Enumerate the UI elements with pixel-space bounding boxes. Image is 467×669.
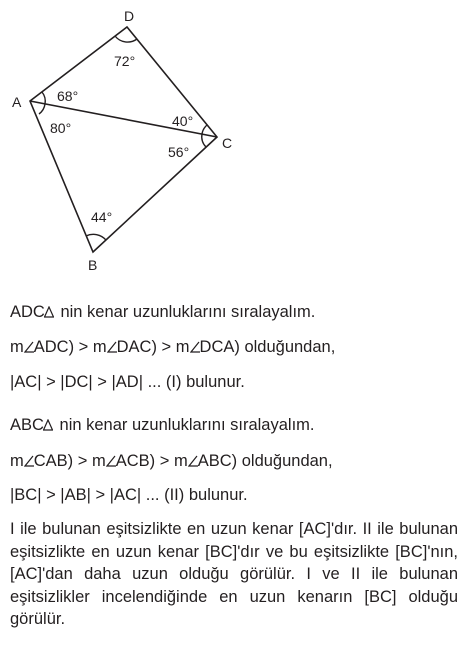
angle-label-a-bottom: 80° bbox=[50, 120, 72, 136]
angle-arc-c-bottom bbox=[202, 134, 206, 147]
line-4-rest: nin kenar uzunluklarını sıralayalım. bbox=[59, 416, 315, 434]
line-2-part-2: ADC) > m bbox=[33, 338, 107, 356]
solution-line-2 bbox=[10, 336, 335, 358]
triangle-name-abc: ABC bbox=[10, 416, 44, 434]
angle-arc-b bbox=[86, 234, 106, 240]
line-2-part-4: DCA) olduğundan, bbox=[199, 338, 336, 356]
angle-icon bbox=[24, 455, 34, 467]
line-5-part-4: ABC) olduğundan, bbox=[197, 452, 333, 470]
triangle-icon bbox=[44, 306, 54, 318]
angle-label-b: 44° bbox=[91, 209, 113, 225]
conclusion-paragraph: I ile bulunan eşitsizlikte en uzun kenar [AC]'dır. II ile bulunan eşitsizlikte en uzun kenar [BC]'dır ve bu eşitsizlikte [BC]'nın, [AC]'dan daha uzun olduğu görülür. I ve II ile bulunan eşitsizlikler incelendiğinde en uzun kenarın [BC] olduğu görülür. bbox=[10, 520, 458, 628]
angle-label-a-top: 68° bbox=[57, 88, 79, 104]
vertex-label-a: A bbox=[12, 94, 22, 110]
angle-label-c-top: 40° bbox=[172, 113, 194, 129]
solution-line-1 bbox=[10, 301, 315, 323]
vertex-label-c: C bbox=[222, 135, 233, 151]
vertex-label-b: B bbox=[88, 257, 98, 273]
quadrilateral-figure bbox=[0, 0, 467, 290]
angle-arc-a-top bbox=[42, 92, 45, 104]
angle-label-c-bottom: 56° bbox=[168, 144, 190, 160]
solution-line-4 bbox=[10, 414, 314, 436]
angle-arc-a-bottom bbox=[39, 104, 45, 114]
angle-arc-d bbox=[115, 36, 137, 42]
line-5-part-1: m bbox=[10, 452, 24, 470]
angle-icon bbox=[107, 341, 117, 353]
line-2-part-1: m bbox=[10, 338, 24, 356]
vertex-label-d: D bbox=[124, 8, 135, 24]
line-5-part-3: ACB) > m bbox=[115, 452, 188, 470]
angle-icon bbox=[24, 341, 34, 353]
line-5-part-2: CAB) > m bbox=[33, 452, 106, 470]
line-2-part-3: DAC) > m bbox=[116, 338, 190, 356]
angle-arc-c-top bbox=[202, 125, 207, 134]
triangle-icon bbox=[43, 419, 53, 431]
solution-line-6: |BC| > |AB| > |AC| ... (II) bulunur. bbox=[10, 486, 248, 504]
angle-icon bbox=[190, 341, 200, 353]
angle-label-d: 72° bbox=[114, 53, 136, 69]
solution-line-5 bbox=[10, 450, 333, 472]
solution-line-3: |AC| > |DC| > |AD| ... (I) bulunur. bbox=[10, 373, 245, 391]
angle-icon bbox=[106, 455, 116, 467]
angle-icon bbox=[188, 455, 198, 467]
line-1-rest: nin kenar uzunluklarını sıralayalım. bbox=[60, 303, 316, 321]
triangle-name-adc: ADC bbox=[10, 303, 45, 321]
